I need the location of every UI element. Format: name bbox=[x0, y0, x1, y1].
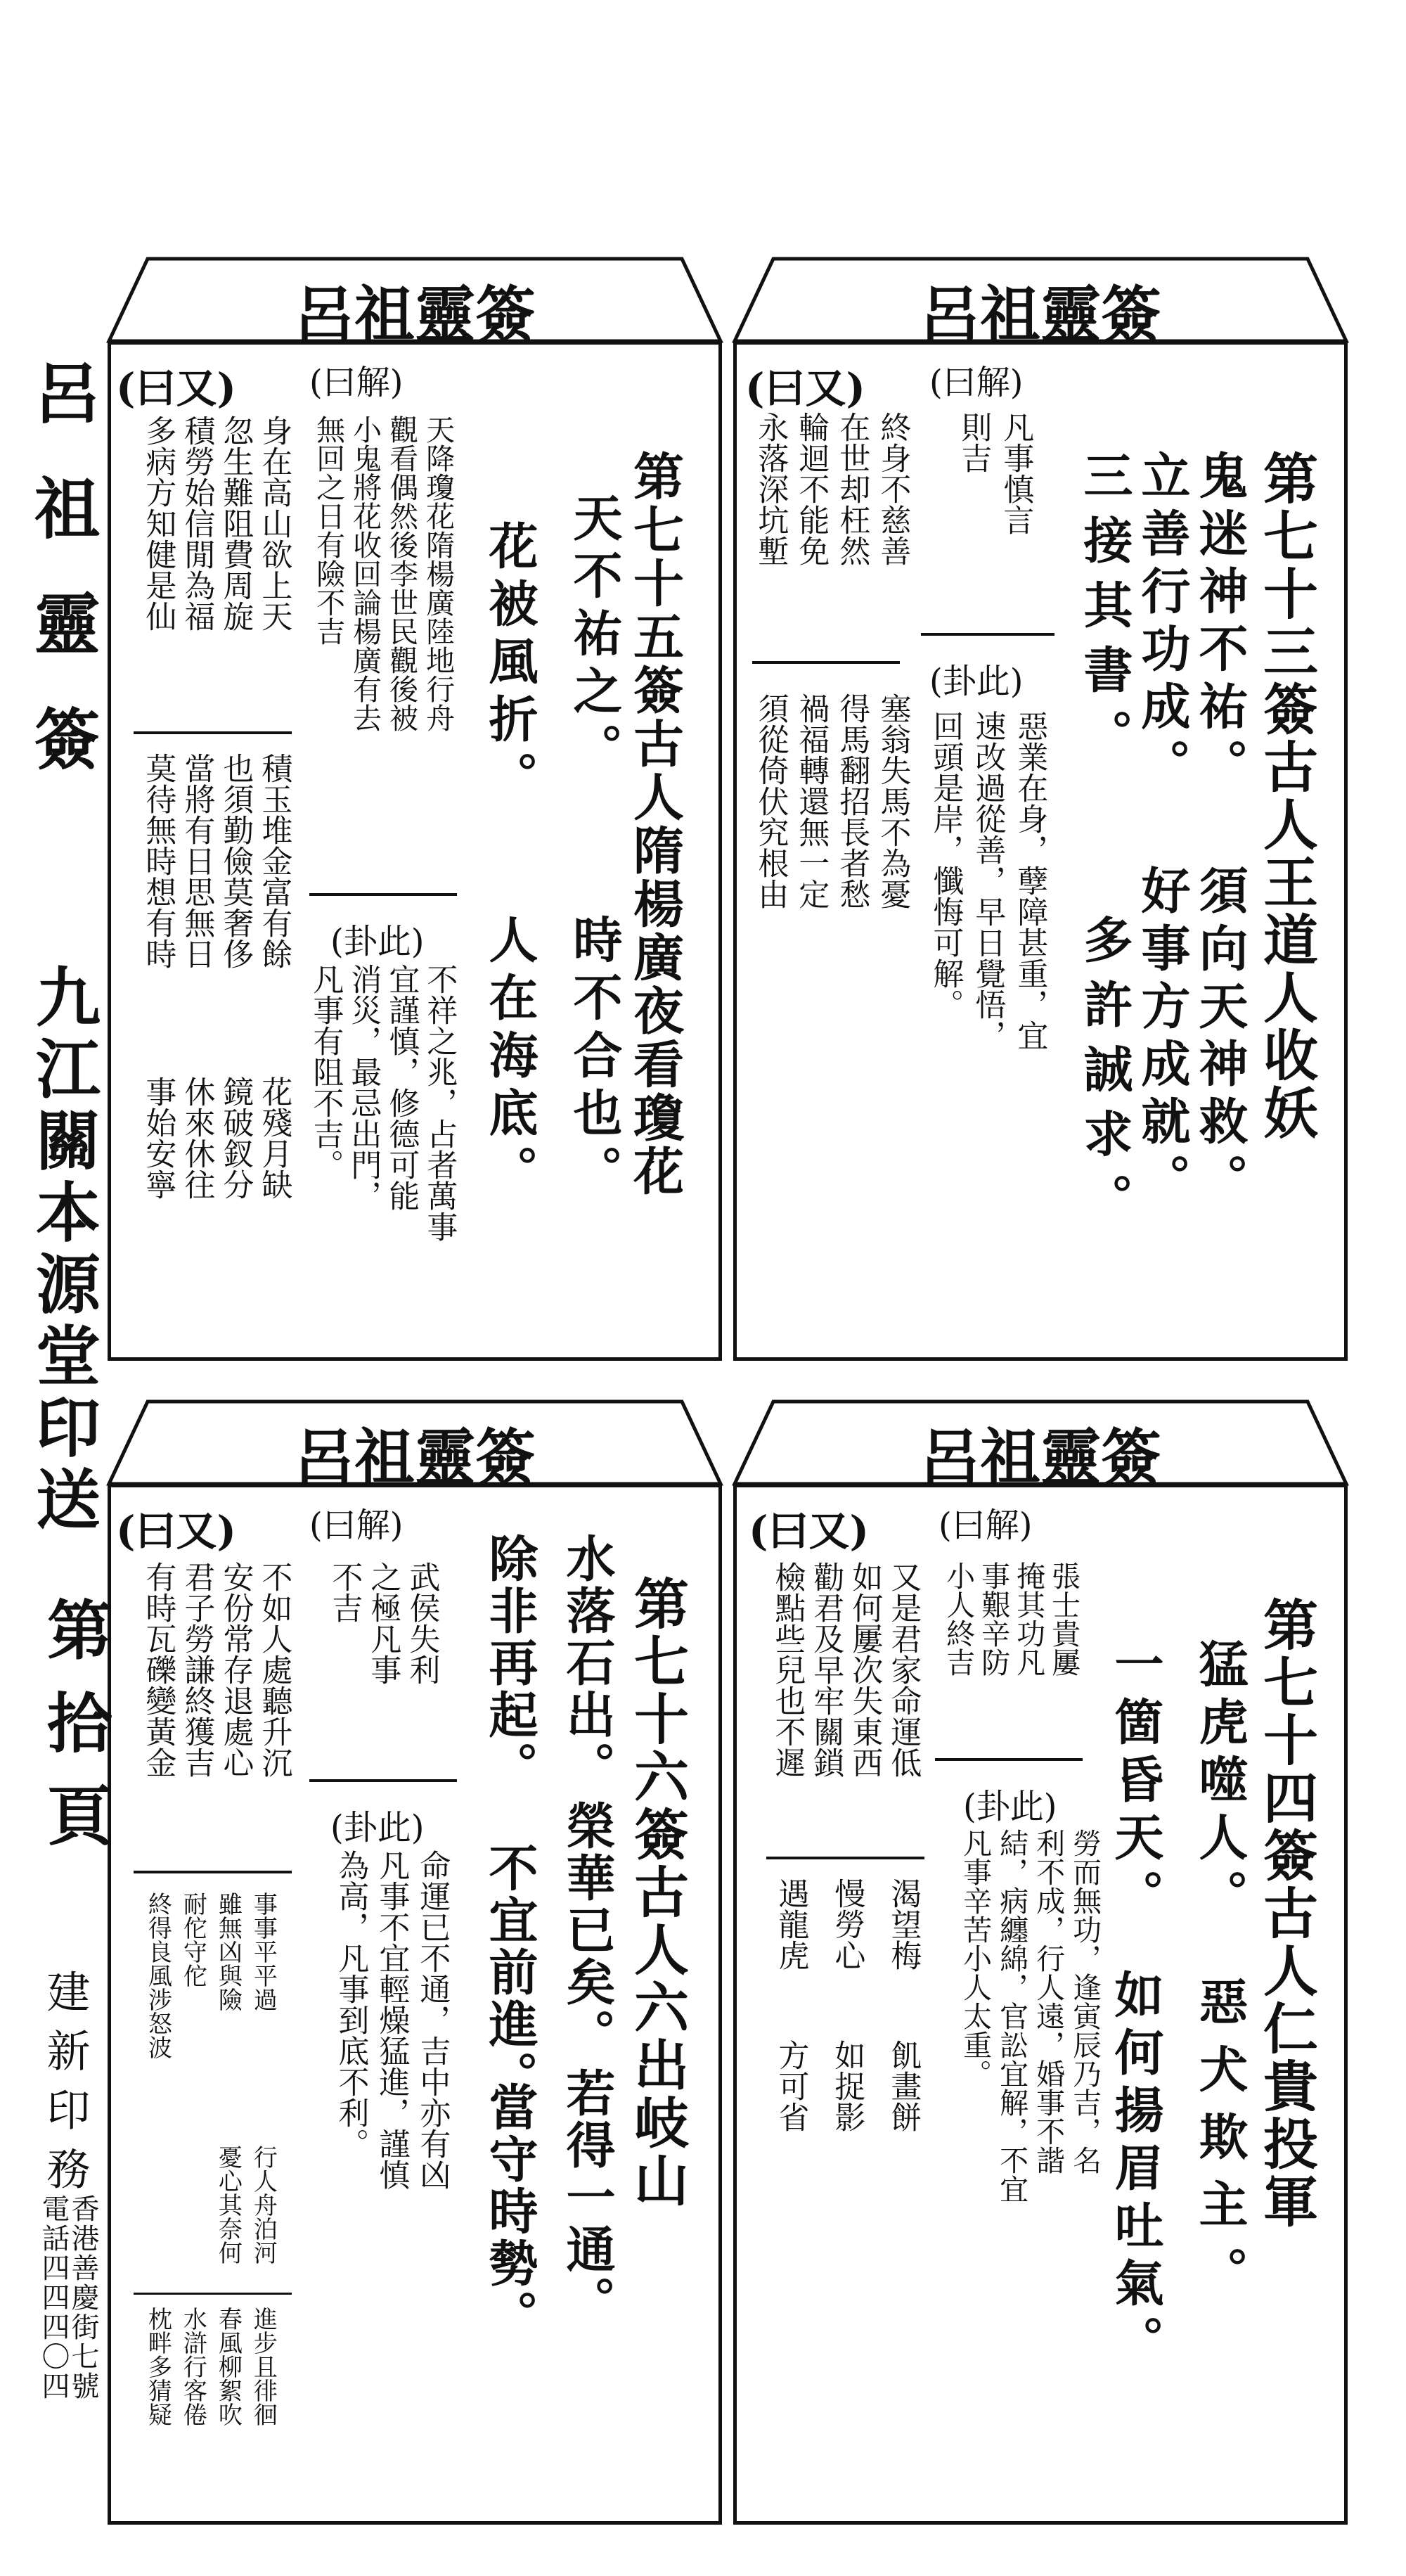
jie-text: 無回之日有險不吉 bbox=[311, 415, 346, 646]
verse-line: 多許誠求。 bbox=[1076, 914, 1134, 1238]
jie-text: 小人終吉 bbox=[941, 1561, 976, 1677]
verse-line: 時不合也。 bbox=[565, 914, 624, 1203]
you-text: 忽生難阻費周旋 bbox=[217, 415, 254, 632]
you-text: 輪迴不能免 bbox=[793, 411, 830, 566]
you-text-2: 事事平平過 bbox=[249, 1892, 278, 2011]
you-text-3: 休來休往 bbox=[179, 1076, 215, 1200]
you-text: 在世却枉然 bbox=[834, 411, 870, 566]
jie-text: 天降瓊花隋楊廣陸地行舟 bbox=[421, 415, 456, 732]
you-text: 檢點些兒也不遲 bbox=[769, 1561, 806, 1778]
jie-text: 則吉 bbox=[955, 411, 992, 473]
verse-line: 一箇昏天。 bbox=[1107, 1639, 1165, 1927]
verse-line: 好事方成就。 bbox=[1133, 865, 1192, 1211]
card-header bbox=[731, 253, 1350, 350]
header-title: 呂祖靈簽 bbox=[294, 1422, 536, 1493]
verse-line: 猛虎噬人。 bbox=[1191, 1639, 1249, 1927]
you-text-2: 飢畫餅 bbox=[885, 2039, 922, 2132]
side-address: 香港善慶街七號 bbox=[67, 2194, 99, 2401]
you-text-3: 行人舟泊河 bbox=[249, 2145, 278, 2264]
label-you: (曰又) bbox=[749, 1507, 869, 1555]
label-gua: (卦此) bbox=[330, 922, 425, 961]
label-you: (曰又) bbox=[116, 1507, 236, 1555]
you-text-2: 須從倚伏究根由 bbox=[752, 693, 789, 909]
verse-line: 須向天神救。 bbox=[1191, 865, 1249, 1211]
verse-line: 若得一通。 bbox=[558, 2068, 617, 2328]
you-text: 終身不慈善 bbox=[875, 411, 911, 566]
divider bbox=[921, 633, 1054, 636]
you-text-2: 積玉堆金富有餘 bbox=[256, 752, 292, 969]
you-text: 不如人處聽升沉 bbox=[256, 1561, 292, 1778]
divider bbox=[752, 661, 900, 664]
you-text-2: 當將有日思無日 bbox=[179, 752, 215, 969]
gua-text: 凡事有阻不吉。 bbox=[307, 963, 344, 1180]
verse-line: 當守時勢。 bbox=[481, 2082, 539, 2342]
you-text-2: 方可省 bbox=[773, 2039, 809, 2132]
jie-text: 掩其功凡 bbox=[1012, 1561, 1046, 1677]
you-text-3: 憂心其奈何 bbox=[214, 2145, 243, 2264]
gua-text: 命運已不通，吉中亦有凶 bbox=[414, 1850, 451, 2190]
verse-line: 三接其書。 bbox=[1076, 450, 1134, 774]
you-text-3: 鏡破釵分 bbox=[217, 1076, 254, 1200]
you-text-3: 水滸行客倦 bbox=[179, 2307, 207, 2426]
you-text: 勸君及早牢關鎖 bbox=[808, 1561, 844, 1778]
card-header bbox=[105, 1396, 724, 1493]
you-text-2: 禍福轉還無一定 bbox=[793, 693, 830, 909]
you-text: 如何屢次失東西 bbox=[846, 1561, 883, 1778]
lot-title: 第七十五簽古人隋楊廣夜看瓊花 bbox=[625, 450, 685, 1198]
divider bbox=[309, 893, 457, 896]
you-text-3: 春風柳絮吹 bbox=[214, 2307, 243, 2426]
card-header bbox=[731, 1396, 1350, 1493]
jie-text: 事艱辛防 bbox=[976, 1561, 1011, 1677]
label-jie: (曰解) bbox=[309, 363, 404, 402]
you-text-2: 如捉影 bbox=[829, 2039, 865, 2132]
you-text-2: 塞翁失馬不為憂 bbox=[875, 693, 911, 909]
verse-line: 榮華已矣。 bbox=[558, 1800, 617, 2061]
you-text-3: 進步且徘徊 bbox=[249, 2307, 278, 2426]
jie-text: 觀看偶然後李世民觀後被 bbox=[385, 415, 419, 732]
gua-text: 凡事辛苦小人太重。 bbox=[958, 1828, 993, 2088]
verse-line: 除非再起。 bbox=[481, 1533, 539, 1793]
gua-text: 速改過從善，早日覺悟， bbox=[969, 710, 1006, 1051]
header-title: 呂祖靈簽 bbox=[294, 279, 536, 350]
jie-text: 不吉 bbox=[326, 1561, 363, 1623]
you-text-2: 得馬翻招長者愁 bbox=[834, 693, 870, 909]
label-gua: (卦此) bbox=[929, 662, 1024, 701]
you-text-2: 耐佗守佗 bbox=[179, 1892, 207, 1987]
you-text: 身在高山欲上天 bbox=[256, 415, 292, 632]
you-text: 積勞始信閒為福 bbox=[179, 415, 215, 632]
label-gua: (卦此) bbox=[330, 1808, 425, 1847]
you-text-2: 莫待無時想有時 bbox=[140, 752, 176, 969]
card-header bbox=[105, 253, 724, 350]
gua-text: 回頭是岸，懺悔可解。 bbox=[927, 710, 964, 1020]
you-text: 永落深坑塹 bbox=[752, 411, 789, 566]
label-you: (曰又) bbox=[116, 364, 236, 412]
you-text-2: 遇龍虎 bbox=[773, 1878, 809, 1971]
you-text-2: 雖無凶與險 bbox=[214, 1892, 243, 2011]
divider bbox=[134, 731, 292, 734]
you-text: 有時瓦礫變黃金 bbox=[140, 1561, 176, 1778]
you-text-3: 枕畔多猜疑 bbox=[143, 2307, 172, 2426]
header-title: 呂祖靈簽 bbox=[920, 1422, 1161, 1493]
side-phone: 電話四四四〇四 bbox=[37, 2194, 70, 2401]
label-jie: (曰解) bbox=[939, 1506, 1033, 1545]
verse-line: 惡犬欺主。 bbox=[1191, 1976, 1249, 2314]
gua-text: 為高，凡事到底不利。 bbox=[333, 1850, 369, 2159]
side-source: 九江關本源堂印送 bbox=[25, 963, 101, 1537]
label-gua: (卦此) bbox=[963, 1787, 1057, 1826]
jie-text: 小鬼將花收回論楊廣有去 bbox=[348, 415, 382, 732]
label-jie: (曰解) bbox=[929, 363, 1024, 402]
gua-text: 消災，最忌出門， bbox=[345, 963, 382, 1211]
you-text-2: 慢勞心 bbox=[829, 1878, 865, 1971]
verse-line: 如何揚眉吐氣。 bbox=[1107, 1969, 1165, 2373]
gua-text: 利不成，行人遠，婚事不諧 bbox=[1031, 1828, 1066, 2174]
verse-line: 鬼迷神不祐。 bbox=[1191, 450, 1249, 796]
jie-text: 之極凡事 bbox=[365, 1561, 401, 1685]
you-text-3: 花殘月缺 bbox=[256, 1076, 292, 1200]
label-you: (曰又) bbox=[745, 364, 865, 412]
jie-text: 凡事慎言 bbox=[998, 411, 1034, 535]
side-title: 呂祖靈簽 bbox=[22, 359, 100, 820]
divider bbox=[766, 1857, 924, 1859]
gua-text: 惡業在身，孽障甚重，宜 bbox=[1012, 710, 1048, 1051]
divider bbox=[134, 1871, 292, 1873]
side-page-number: 第拾頁 bbox=[37, 1596, 112, 1875]
verse-line: 立善行功成。 bbox=[1133, 450, 1192, 796]
divider bbox=[134, 2293, 292, 2295]
gua-text: 結，病纏綿，官訟宜解，不宜 bbox=[995, 1828, 1029, 2203]
gua-text: 宜謹慎，修德可能 bbox=[383, 963, 420, 1211]
header-title: 呂祖靈簽 bbox=[920, 279, 1161, 350]
verse-line: 天不祐之。 bbox=[565, 492, 624, 781]
you-text: 君子勞謙終獲吉 bbox=[179, 1561, 215, 1778]
verse-line: 水落石出。 bbox=[558, 1533, 617, 1793]
gua-text: 不祥之兆，占者萬事 bbox=[421, 963, 458, 1242]
jie-text: 張士貴屢 bbox=[1047, 1561, 1081, 1677]
jie-text: 武侯失利 bbox=[404, 1561, 440, 1685]
lot-title: 第七十六簽古人六出岐山 bbox=[625, 1575, 689, 2210]
you-text-2: 終得良風涉怒波 bbox=[143, 1892, 172, 2059]
gua-text: 勞而無功，逢寅辰乃吉，名 bbox=[1068, 1828, 1102, 2174]
you-text: 安份常存退處心 bbox=[217, 1561, 254, 1778]
gua-text: 凡事不宜輕燥猛進，謹慎 bbox=[373, 1850, 410, 2190]
you-text: 又是君家命運低 bbox=[885, 1561, 922, 1778]
you-text: 多病方知健是仙 bbox=[140, 415, 176, 632]
label-jie: (曰解) bbox=[309, 1506, 404, 1545]
divider bbox=[309, 1779, 457, 1782]
you-text-3: 事始安寧 bbox=[140, 1076, 176, 1200]
divider bbox=[935, 1758, 1083, 1761]
lot-title: 第七十四簽古人仁貴投軍 bbox=[1254, 1596, 1318, 2231]
verse-line: 花被風折。 bbox=[481, 520, 539, 809]
you-text-2: 也須勤儉莫奢侈 bbox=[217, 752, 254, 969]
side-printer: 建新印務 bbox=[39, 1969, 91, 2205]
verse-line: 不宜前進。 bbox=[481, 1843, 539, 2103]
lot-title: 第七十三簽古人王道人收妖 bbox=[1254, 450, 1318, 1142]
you-text-2: 渴望梅 bbox=[885, 1878, 922, 1971]
verse-line: 人在海底。 bbox=[481, 914, 539, 1203]
